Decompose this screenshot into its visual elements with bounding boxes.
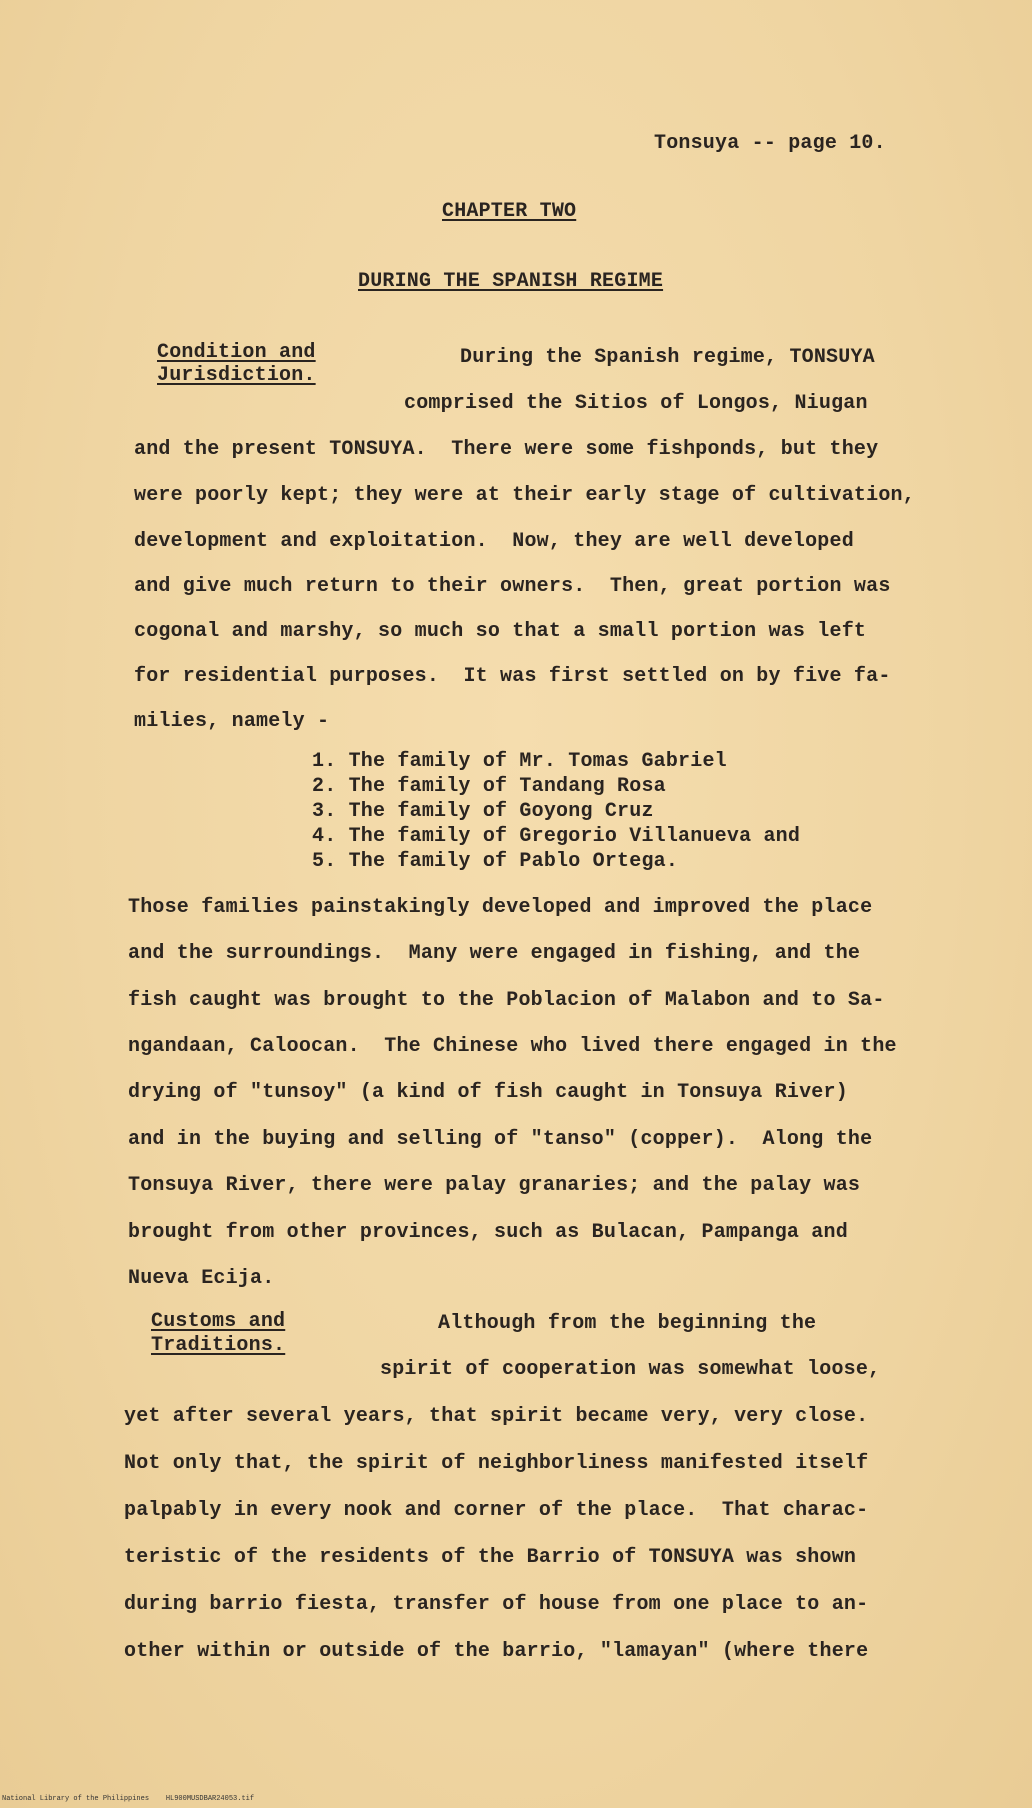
paragraph-1-line: and the present TONSUYA. There were some fishponds, but they <box>134 438 879 461</box>
paragraph-2-line: drying of "tunsoy" (a kind of fish caught in Tonsuya River) <box>128 1081 848 1104</box>
paragraph-1-line: cogonal and marshy, so much so that a small portion was left <box>134 620 867 643</box>
chapter-title: CHAPTER TWO <box>442 200 577 223</box>
family-list-item: 3. The family of Goyong Cruz <box>312 800 654 823</box>
paragraph-2-line: Those families painstakingly developed and improved the place <box>128 896 873 919</box>
paragraph-3-line: other within or outside of the barrio, "lamayan" (where there <box>124 1640 869 1663</box>
paragraph-3-line: Not only that, the spirit of neighborliness manifested itself <box>124 1452 869 1475</box>
paragraph-3-line: palpably in every nook and corner of the place. That charac- <box>124 1499 869 1522</box>
paragraph-3-line: teristic of the residents of the Barrio of TONSUYA was shown <box>124 1546 857 1569</box>
page-header: Tonsuya -- page 10. <box>654 132 886 155</box>
paragraph-1-line: and give much return to their owners. Then, great portion was <box>134 575 891 598</box>
paragraph-1-line: milies, namely - <box>134 710 330 733</box>
family-list-item: 1. The family of Mr. Tomas Gabriel <box>312 750 727 773</box>
family-list-item: 2. The family of Tandang Rosa <box>312 775 666 798</box>
paragraph-3-line: yet after several years, that spirit became very, very close. <box>124 1405 869 1428</box>
side-heading-2-line-1: Customs and <box>151 1310 286 1333</box>
paragraph-1-line: During the Spanish regime, TONSUYA <box>460 346 875 369</box>
side-heading-1-line-1: Condition and <box>157 341 316 364</box>
family-list-item: 5. The family of Pablo Ortega. <box>312 850 679 873</box>
paragraph-2-line: Tonsuya River, there were palay granaries; and the palay was <box>128 1174 861 1197</box>
paragraph-2-line: and the surroundings. Many were engaged in fishing, and the <box>128 942 861 965</box>
paragraph-3-line: Although from the beginning the <box>438 1312 817 1335</box>
archive-footer: National Library of the Philippines HL900MUSDBAR24053.tif <box>2 1795 255 1803</box>
paragraph-2-line: ngandaan, Caloocan. The Chinese who lived there engaged in the <box>128 1035 897 1058</box>
family-list-item: 4. The family of Gregorio Villanueva and <box>312 825 801 848</box>
paragraph-1-line: development and exploitation. Now, they are well developed <box>134 530 854 553</box>
paragraph-2-line: Nueva Ecija. <box>128 1267 275 1290</box>
paragraph-3-line: spirit of cooperation was somewhat loose, <box>380 1358 881 1381</box>
paragraph-1-line: comprised the Sitios of Longos, Niugan <box>404 392 868 415</box>
section-title: DURING THE SPANISH REGIME <box>358 270 664 293</box>
paragraph-2-line: fish caught was brought to the Poblacion of Malabon and to Sa- <box>128 989 885 1012</box>
paragraph-1-line: for residential purposes. It was first settled on by five fa- <box>134 665 891 688</box>
paragraph-3-line: during barrio fiesta, transfer of house from one place to an- <box>124 1593 869 1616</box>
side-heading-2-line-2: Traditions. <box>151 1334 286 1357</box>
side-heading-1-line-2: Jurisdiction. <box>157 364 316 387</box>
paragraph-2-line: and in the buying and selling of "tanso" (copper). Along the <box>128 1128 873 1151</box>
paragraph-1-line: were poorly kept; they were at their early stage of cultivation, <box>134 484 915 507</box>
paragraph-2-line: brought from other provinces, such as Bulacan, Pampanga and <box>128 1221 848 1244</box>
